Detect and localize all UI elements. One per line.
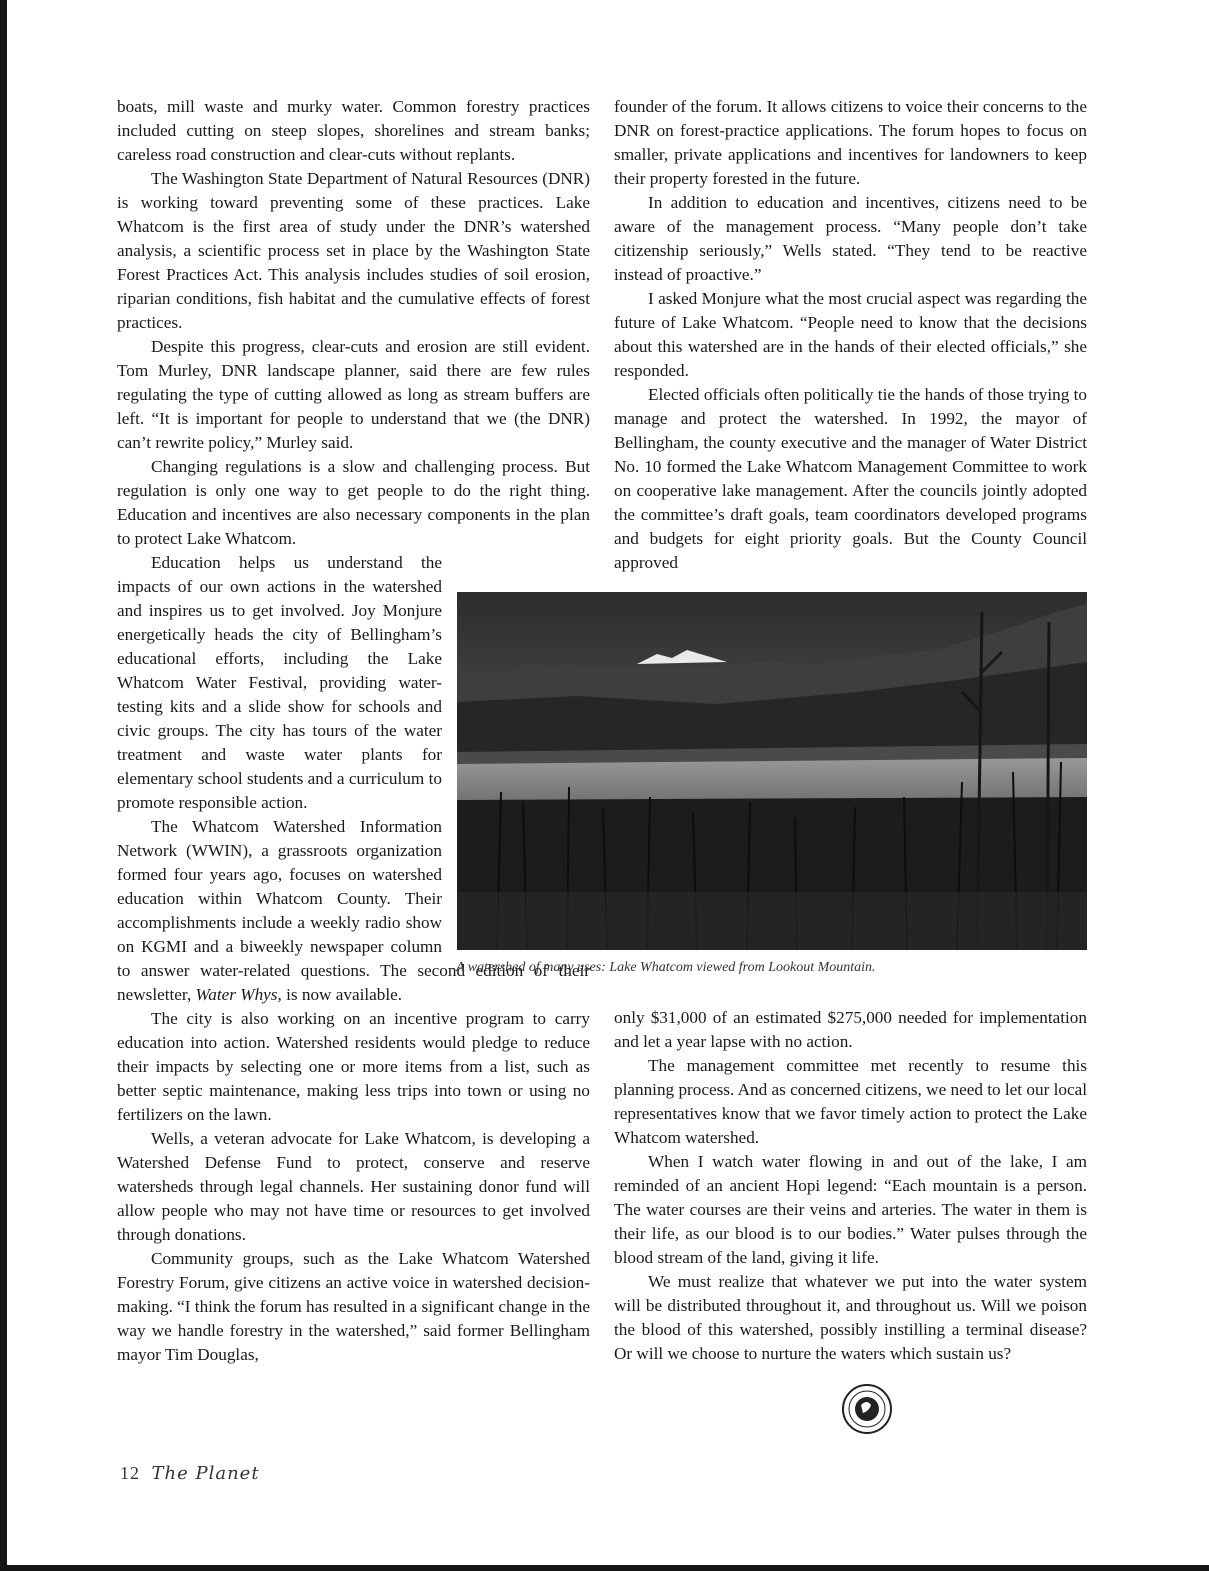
page-footer: [120, 1463, 260, 1484]
paragraph: When I watch water flowing in and out of the lake, I am reminded of an ancient Hopi legend: “Each mountain is a person. The water courses are their veins and arteries. The water in them is their life, as our blood is to our bodies.” Water pulses through the blood stream of the land, giving it life.: [614, 1152, 1087, 1267]
paragraph: Wells, a veteran advocate for Lake Whatcom, is developing a Watershed Defense Fund to protect, conserve and reserve watersheds through legal channels. Her sustaining donor fund will allow people who may not have time or resources to get involved through donations.: [117, 1129, 590, 1244]
paragraph: The Washington State Department of Natural Resources (DNR) is working toward preventing some of these practices. Lake Whatcom is the first area of study under the DNR’s watershed analysis, a scientific process set in place by the Washington State Forest Practices Act. This analysis includes studies of soil erosion, riparian conditions, fish habitat and the cumulative effects of forest practices.: [117, 169, 590, 332]
lake-whatcom-photo: [457, 592, 1087, 950]
magazine-name: The Planet: [151, 1463, 260, 1484]
article-column-right-top: [614, 95, 1087, 575]
paragraph: I asked Monjure what the most crucial aspect was regarding the future of Lake Whatcom. “People need to know that the decisions about this watershed are in the hands of their elected officials,” she responded.: [614, 289, 1087, 380]
scan-edge-bottom: [0, 1565, 1209, 1571]
paragraph: In addition to education and incentives, citizens need to be aware of the management process. “Many people don’t take citizenship seriously,” Wells stated. “They tend to be reactive instead of proactive.”: [614, 193, 1087, 284]
paragraph: Community groups, such as the Lake Whatcom Watershed Forestry Forum, give citizens an active voice in watershed decision-making. “I think the forum has resulted in a significant change in the way we handle forestry in the watershed,” said former Bellingham mayor Tim Douglas,: [117, 1249, 591, 1364]
newsletter-title: Water Whys,: [195, 985, 282, 1004]
paragraph: boats, mill waste and murky water. Common forestry practices included cutting on steep slopes, shorelines and stream banks; careless road construction and clear-cuts without replants.: [117, 97, 590, 164]
paragraph-text: The Whatcom Watershed Information Network (WWIN), a grassroots organization formed four years ago, focuses on watershed education within Whatcom County. Their accomplishments include a weekly radio show on KGMI and a biweekly newspaper column to answer water-related questions. The second edition of their newsletter,: [117, 817, 590, 1004]
paragraph: only $31,000 of an estimated $275,000 needed for implementation and let a year lapse with no action.: [614, 1008, 1087, 1051]
page-number: 12: [120, 1463, 140, 1483]
article-column-right-bottom: [614, 1006, 1087, 1366]
globe-seal-icon: [841, 1383, 893, 1435]
paragraph: Changing regulations is a slow and challenging process. But regulation is only one way to get people to do the right thing. Education and incentives are also necessary components in the plan to protect Lake Whatcom.: [117, 457, 590, 548]
paragraph: Elected officials often politically tie the hands of those trying to manage and protect the watershed. In 1992, the mayor of Bellingham, the county executive and the manager of Water District No. 10 formed the Lake Whatcom Management Committee to work on cooperative lake management. After the councils jointly adopted the committee’s draft goals, team coordinators developed programs and budgets for eight priority goals. But the County Council approved: [614, 385, 1087, 572]
paragraph: Despite this progress, clear-cuts and erosion are still evident. Tom Murley, DNR landscape planner, said there are few rules regulating the type of cutting allowed as long as stream buffers are left. “It is important for people to understand that we (the DNR) can’t rewrite policy,” Murley said.: [117, 337, 590, 452]
paragraph: The management committee met recently to resume this planning process. And as concerned citizens, we need to let our local representatives know that we favor timely action to protect the Lake Whatcom watershed.: [614, 1056, 1087, 1147]
paragraph: We must realize that whatever we put into the water system will be distributed throughout it, and throughout us. Will we poison the blood of this watershed, possibly instilling a terminal disease? Or will we choose to nurture the waters which sustain us?: [614, 1272, 1087, 1363]
scan-edge-left: [0, 0, 7, 1571]
paragraph: founder of the forum. It allows citizens to voice their concerns to the DNR on forest-practice applications. The forum hopes to focus on smaller, private applications and incentives for landowners to keep their property forested in the future.: [614, 97, 1087, 188]
paragraph-text: is now available.: [281, 985, 403, 1004]
paragraph: The city is also working on an incentive program to carry education into action. Watershed residents would pledge to reduce their impacts by selecting one or more items from a list, such as better septic maintenance, making less trips into town or using no fertilizers on the lawn.: [117, 1009, 590, 1124]
paragraph: Education helps us understand the impacts of our own actions in the watershed and inspires us to get involved. Joy Monjure energetically heads the city of Bellingham’s educational efforts, including the Lake Whatcom Water Festival, providing water-testing kits and a slide show for schools and civic groups. The city has tours of the water treatment and waste water plants for elementary school students and a curriculum to promote responsible action.: [117, 553, 442, 812]
photo-caption: A watershed of many uses: Lake Whatcom viewed from Lookout Mountain.: [456, 960, 876, 975]
